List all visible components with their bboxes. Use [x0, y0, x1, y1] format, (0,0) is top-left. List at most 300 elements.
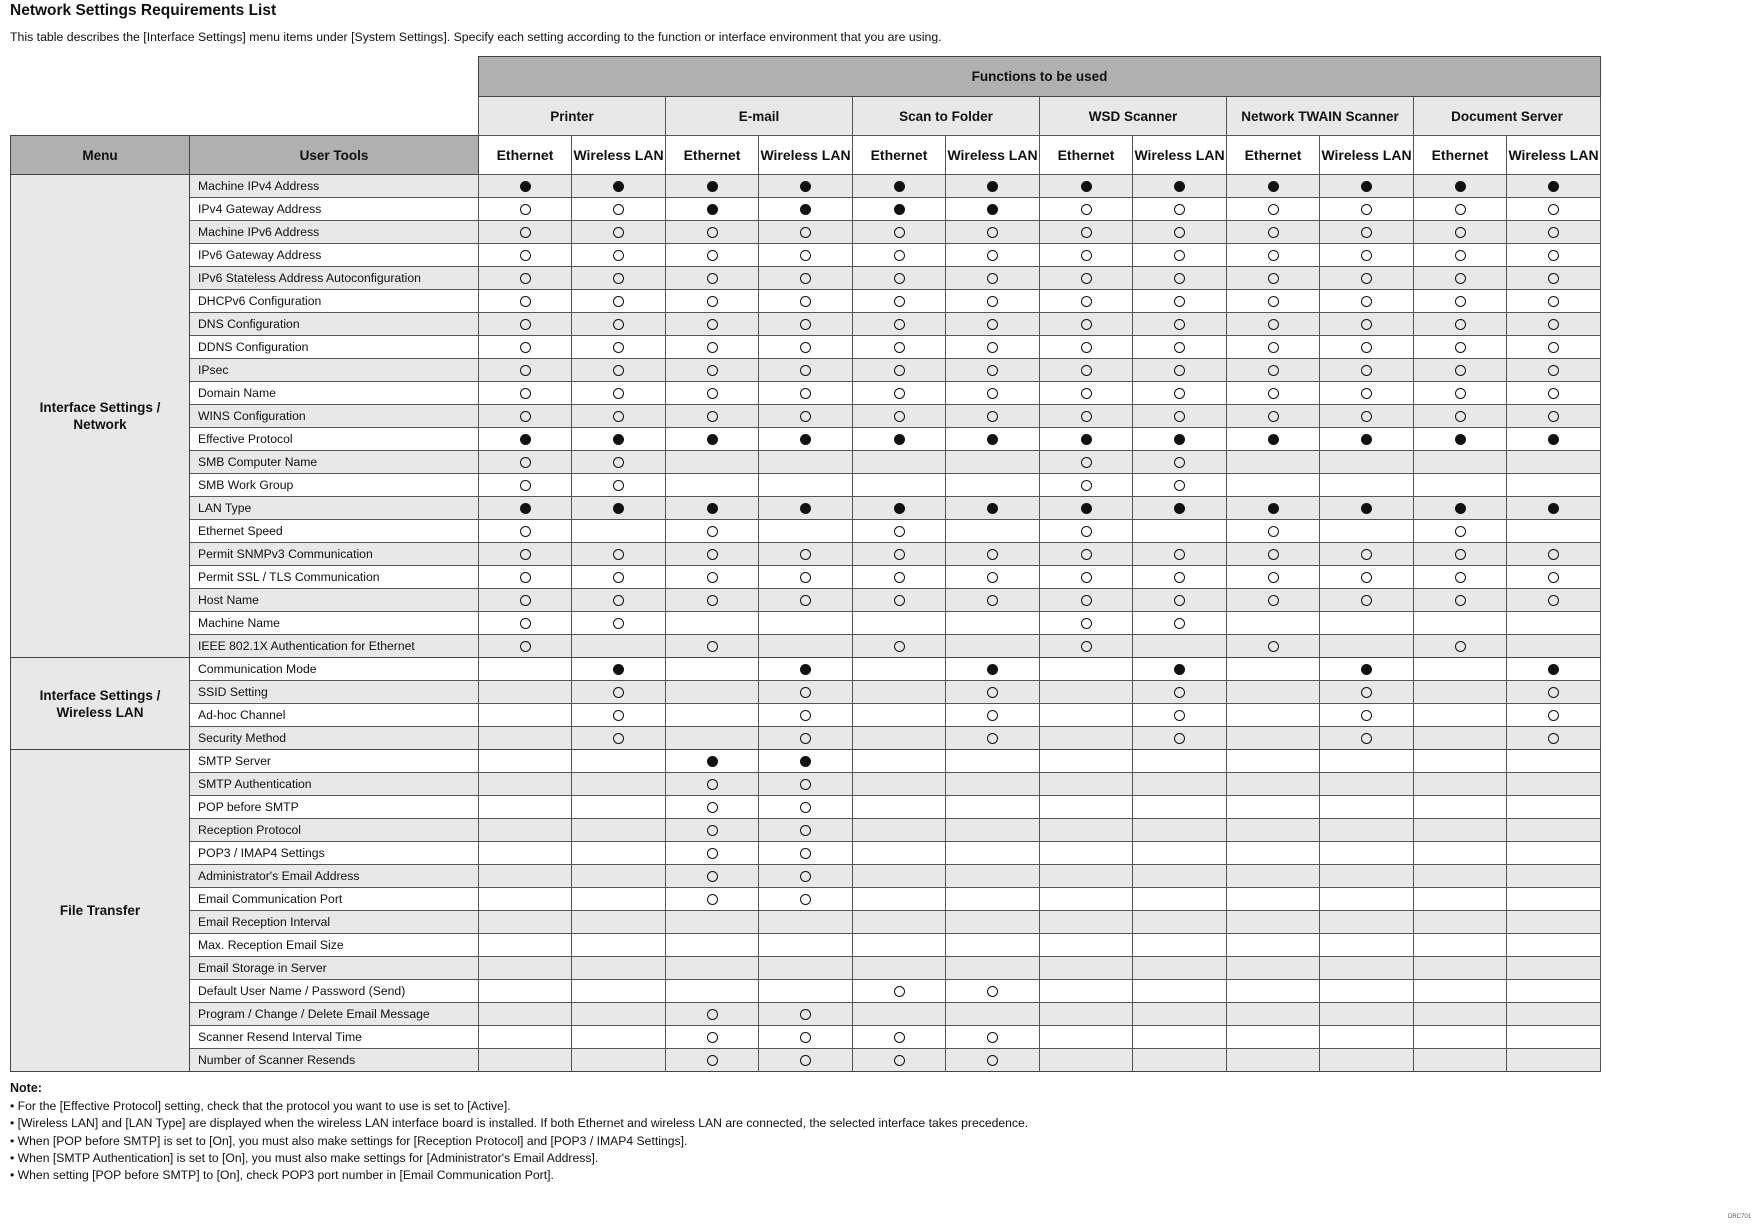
- as-required-cell: [1040, 612, 1133, 635]
- empty-cell: [759, 520, 853, 543]
- as-required-cell: [946, 405, 1040, 428]
- open-circle-icon: [1361, 227, 1372, 238]
- as-required-cell: [853, 1049, 946, 1072]
- user-tool-item: Effective Protocol: [190, 428, 479, 451]
- open-circle-icon: [894, 227, 905, 238]
- interface-header: Wireless LAN: [946, 136, 1040, 175]
- open-circle-icon: [800, 273, 811, 284]
- open-circle-icon: [1268, 388, 1279, 399]
- table-body: [11, 175, 1601, 1072]
- empty-cell: [1507, 980, 1601, 1003]
- open-circle-icon: [613, 687, 624, 698]
- as-required-cell: [1133, 405, 1227, 428]
- open-circle-icon: [800, 1009, 811, 1020]
- table-row: [11, 336, 1601, 359]
- empty-cell: [1040, 1026, 1133, 1049]
- filled-circle-icon: [1548, 434, 1559, 445]
- empty-cell: [479, 727, 572, 750]
- empty-cell: [1320, 451, 1414, 474]
- empty-cell: [572, 1003, 666, 1026]
- necessary-cell: [759, 658, 853, 681]
- user-tools-header: User Tools: [190, 136, 479, 175]
- as-required-cell: [666, 382, 759, 405]
- filled-circle-icon: [800, 756, 811, 767]
- as-required-cell: [1320, 267, 1414, 290]
- user-tool-item: SSID Setting: [190, 681, 479, 704]
- empty-cell: [1133, 911, 1227, 934]
- open-circle-icon: [800, 411, 811, 422]
- empty-cell: [572, 1049, 666, 1072]
- page-title: Network Settings Requirements List: [10, 2, 277, 19]
- as-required-cell: [759, 796, 853, 819]
- as-required-cell: [479, 244, 572, 267]
- as-required-cell: [666, 1026, 759, 1049]
- table-row: [11, 750, 1601, 773]
- as-required-cell: [759, 313, 853, 336]
- empty-cell: [946, 842, 1040, 865]
- necessary-cell: [1320, 175, 1414, 198]
- as-required-cell: [946, 980, 1040, 1003]
- open-circle-icon: [613, 710, 624, 721]
- necessary-cell: [1320, 497, 1414, 520]
- open-circle-icon: [1268, 365, 1279, 376]
- empty-cell: [1507, 750, 1601, 773]
- as-required-cell: [759, 1026, 853, 1049]
- as-required-cell: [946, 543, 1040, 566]
- as-required-cell: [759, 1003, 853, 1026]
- as-required-cell: [1507, 359, 1601, 382]
- open-circle-icon: [894, 388, 905, 399]
- as-required-cell: [666, 336, 759, 359]
- empty-cell: [1507, 888, 1601, 911]
- table-row: [11, 865, 1601, 888]
- interface-header: Ethernet: [666, 136, 759, 175]
- user-tool-item: SMTP Server: [190, 750, 479, 773]
- open-circle-icon: [707, 273, 718, 284]
- open-circle-icon: [1081, 641, 1092, 652]
- as-required-cell: [759, 681, 853, 704]
- open-circle-icon: [1081, 342, 1092, 353]
- open-circle-icon: [1548, 595, 1559, 606]
- as-required-cell: [1040, 336, 1133, 359]
- open-circle-icon: [520, 227, 531, 238]
- open-circle-icon: [1081, 204, 1092, 215]
- filled-circle-icon: [800, 434, 811, 445]
- as-required-cell: [1040, 244, 1133, 267]
- as-required-cell: [946, 1049, 1040, 1072]
- table-row: [11, 888, 1601, 911]
- open-circle-icon: [1081, 618, 1092, 629]
- menu-group-cell: [11, 750, 190, 1072]
- menu-group-label: File Transfer: [59, 903, 141, 918]
- necessary-cell: [666, 750, 759, 773]
- open-circle-icon: [520, 365, 531, 376]
- table-row: [11, 428, 1601, 451]
- open-circle-icon: [613, 388, 624, 399]
- open-circle-icon: [1268, 273, 1279, 284]
- as-required-cell: [853, 336, 946, 359]
- user-tool-item: IEEE 802.1X Authentication for Ethernet: [190, 635, 479, 658]
- as-required-cell: [479, 359, 572, 382]
- interface-header: Ethernet: [853, 136, 946, 175]
- filled-circle-icon: [1361, 434, 1372, 445]
- necessary-cell: [946, 175, 1040, 198]
- note-item: • [Wireless LAN] and [LAN Type] are displayed when the wireless LAN interface board is installed. If both Ethernet and wireless LAN are connected, the selected interface takes precedence.: [10, 1116, 1029, 1131]
- menu-group-label: Interface Settings / Network: [39, 400, 161, 432]
- filled-circle-icon: [707, 503, 718, 514]
- open-circle-icon: [613, 457, 624, 468]
- as-required-cell: [853, 244, 946, 267]
- as-required-cell: [853, 313, 946, 336]
- as-required-cell: [1414, 635, 1507, 658]
- open-circle-icon: [1361, 204, 1372, 215]
- interface-header: Ethernet: [1414, 136, 1507, 175]
- filled-circle-icon: [613, 181, 624, 192]
- empty-cell: [1133, 1049, 1227, 1072]
- as-required-cell: [666, 244, 759, 267]
- as-required-cell: [1133, 313, 1227, 336]
- empty-cell: [572, 773, 666, 796]
- open-circle-icon: [800, 1055, 811, 1066]
- filled-circle-icon: [613, 434, 624, 445]
- as-required-cell: [1507, 244, 1601, 267]
- empty-cell: [853, 865, 946, 888]
- empty-cell: [666, 474, 759, 497]
- open-circle-icon: [1081, 250, 1092, 261]
- as-required-cell: [572, 336, 666, 359]
- filled-circle-icon: [800, 503, 811, 514]
- empty-cell: [1414, 704, 1507, 727]
- as-required-cell: [666, 267, 759, 290]
- open-circle-icon: [707, 1032, 718, 1043]
- open-circle-icon: [800, 388, 811, 399]
- as-required-cell: [1133, 589, 1227, 612]
- open-circle-icon: [894, 549, 905, 560]
- as-required-cell: [1320, 704, 1414, 727]
- legend-area: [11, 57, 479, 136]
- empty-cell: [1320, 1003, 1414, 1026]
- filled-circle-icon: [520, 181, 531, 192]
- open-circle-icon: [1081, 457, 1092, 468]
- open-circle-icon: [894, 273, 905, 284]
- as-required-cell: [572, 543, 666, 566]
- as-required-cell: [1040, 405, 1133, 428]
- open-circle-icon: [800, 572, 811, 583]
- open-circle-icon: [1268, 595, 1279, 606]
- empty-cell: [1414, 1026, 1507, 1049]
- necessary-cell: [479, 428, 572, 451]
- table-row: [11, 566, 1601, 589]
- as-required-cell: [1227, 589, 1320, 612]
- empty-cell: [1227, 911, 1320, 934]
- table-row: [11, 405, 1601, 428]
- necessary-cell: [1133, 428, 1227, 451]
- empty-cell: [479, 934, 572, 957]
- empty-cell: [853, 1003, 946, 1026]
- empty-cell: [1133, 773, 1227, 796]
- open-circle-icon: [894, 1055, 905, 1066]
- table-row: [11, 842, 1601, 865]
- open-circle-icon: [1268, 572, 1279, 583]
- open-circle-icon: [520, 273, 531, 284]
- open-circle-icon: [1174, 250, 1185, 261]
- empty-cell: [479, 773, 572, 796]
- empty-cell: [1414, 451, 1507, 474]
- interface-header: Ethernet: [479, 136, 572, 175]
- necessary-cell: [759, 497, 853, 520]
- empty-cell: [946, 773, 1040, 796]
- necessary-cell: [666, 198, 759, 221]
- empty-cell: [666, 911, 759, 934]
- empty-cell: [479, 796, 572, 819]
- filled-circle-icon: [1174, 503, 1185, 514]
- as-required-cell: [1320, 244, 1414, 267]
- open-circle-icon: [1455, 526, 1466, 537]
- as-required-cell: [479, 589, 572, 612]
- open-circle-icon: [800, 1032, 811, 1043]
- open-circle-icon: [987, 388, 998, 399]
- user-tool-item: DHCPv6 Configuration: [190, 290, 479, 313]
- open-circle-icon: [1268, 526, 1279, 537]
- open-circle-icon: [800, 848, 811, 859]
- filled-circle-icon: [800, 664, 811, 675]
- empty-cell: [1320, 819, 1414, 842]
- open-circle-icon: [520, 572, 531, 583]
- empty-cell: [479, 911, 572, 934]
- open-circle-icon: [1455, 342, 1466, 353]
- empty-cell: [1227, 957, 1320, 980]
- as-required-cell: [479, 382, 572, 405]
- open-circle-icon: [894, 986, 905, 997]
- open-circle-icon: [1174, 296, 1185, 307]
- as-required-cell: [479, 405, 572, 428]
- user-tool-item: LAN Type: [190, 497, 479, 520]
- open-circle-icon: [1548, 411, 1559, 422]
- empty-cell: [479, 957, 572, 980]
- as-required-cell: [1133, 382, 1227, 405]
- as-required-cell: [666, 819, 759, 842]
- empty-cell: [1133, 980, 1227, 1003]
- empty-cell: [1320, 635, 1414, 658]
- open-circle-icon: [1081, 549, 1092, 560]
- as-required-cell: [666, 773, 759, 796]
- filled-circle-icon: [894, 181, 905, 192]
- as-required-cell: [1414, 520, 1507, 543]
- as-required-cell: [1414, 244, 1507, 267]
- empty-cell: [946, 520, 1040, 543]
- empty-cell: [666, 980, 759, 1003]
- open-circle-icon: [800, 894, 811, 905]
- empty-cell: [1320, 957, 1414, 980]
- as-required-cell: [666, 405, 759, 428]
- open-circle-icon: [800, 296, 811, 307]
- open-circle-icon: [1548, 710, 1559, 721]
- open-circle-icon: [800, 365, 811, 376]
- open-circle-icon: [1455, 595, 1466, 606]
- as-required-cell: [479, 290, 572, 313]
- open-circle-icon: [520, 296, 531, 307]
- user-tool-item: SMB Computer Name: [190, 451, 479, 474]
- filled-circle-icon: [1174, 664, 1185, 675]
- as-required-cell: [759, 290, 853, 313]
- open-circle-icon: [707, 526, 718, 537]
- necessary-cell: [853, 497, 946, 520]
- necessary-cell: [1040, 428, 1133, 451]
- necessary-cell: [759, 198, 853, 221]
- open-circle-icon: [1174, 319, 1185, 330]
- empty-cell: [853, 612, 946, 635]
- interface-header-row: [11, 136, 1601, 175]
- empty-cell: [946, 451, 1040, 474]
- empty-cell: [759, 911, 853, 934]
- as-required-cell: [572, 221, 666, 244]
- open-circle-icon: [520, 411, 531, 422]
- as-required-cell: [1320, 566, 1414, 589]
- necessary-cell: [666, 175, 759, 198]
- as-required-cell: [1133, 451, 1227, 474]
- necessary-cell: [572, 497, 666, 520]
- empty-cell: [572, 934, 666, 957]
- user-tool-item: DDNS Configuration: [190, 336, 479, 359]
- empty-cell: [1040, 1049, 1133, 1072]
- as-required-cell: [666, 635, 759, 658]
- open-circle-icon: [1174, 388, 1185, 399]
- user-tool-item: WINS Configuration: [190, 405, 479, 428]
- empty-cell: [853, 704, 946, 727]
- filled-circle-icon: [987, 503, 998, 514]
- filled-circle-icon: [1081, 181, 1092, 192]
- as-required-cell: [1507, 405, 1601, 428]
- open-circle-icon: [1455, 549, 1466, 560]
- empty-cell: [1414, 750, 1507, 773]
- empty-cell: [1414, 1003, 1507, 1026]
- as-required-cell: [1414, 589, 1507, 612]
- as-required-cell: [572, 382, 666, 405]
- empty-cell: [1507, 451, 1601, 474]
- empty-cell: [1507, 865, 1601, 888]
- empty-cell: [1507, 474, 1601, 497]
- open-circle-icon: [1174, 204, 1185, 215]
- necessary-cell: [759, 175, 853, 198]
- open-circle-icon: [1455, 273, 1466, 284]
- empty-cell: [666, 658, 759, 681]
- necessary-cell: [479, 175, 572, 198]
- open-circle-icon: [707, 342, 718, 353]
- necessary-cell: [1133, 175, 1227, 198]
- as-required-cell: [1227, 405, 1320, 428]
- empty-cell: [1320, 612, 1414, 635]
- filled-circle-icon: [1081, 503, 1092, 514]
- empty-cell: [853, 750, 946, 773]
- open-circle-icon: [1081, 296, 1092, 307]
- as-required-cell: [666, 865, 759, 888]
- empty-cell: [572, 750, 666, 773]
- open-circle-icon: [800, 319, 811, 330]
- empty-cell: [1414, 612, 1507, 635]
- as-required-cell: [666, 796, 759, 819]
- as-required-cell: [1320, 313, 1414, 336]
- necessary-cell: [759, 750, 853, 773]
- necessary-cell: [759, 428, 853, 451]
- empty-cell: [1414, 474, 1507, 497]
- open-circle-icon: [520, 388, 531, 399]
- as-required-cell: [666, 313, 759, 336]
- open-circle-icon: [1268, 411, 1279, 422]
- as-required-cell: [666, 520, 759, 543]
- as-required-cell: [759, 382, 853, 405]
- user-tool-item: IPv4 Gateway Address: [190, 198, 479, 221]
- open-circle-icon: [707, 572, 718, 583]
- empty-cell: [946, 474, 1040, 497]
- empty-cell: [1414, 819, 1507, 842]
- as-required-cell: [572, 681, 666, 704]
- empty-cell: [1040, 773, 1133, 796]
- open-circle-icon: [894, 296, 905, 307]
- as-required-cell: [946, 1026, 1040, 1049]
- empty-cell: [1227, 1026, 1320, 1049]
- open-circle-icon: [1361, 687, 1372, 698]
- necessary-cell: [1227, 428, 1320, 451]
- open-circle-icon: [707, 227, 718, 238]
- intro-text: This table describes the [Interface Settings] menu items under [System Settings]. Specify each setting according to the function or interface environment that you are using.: [10, 30, 942, 44]
- open-circle-icon: [707, 365, 718, 376]
- open-circle-icon: [987, 687, 998, 698]
- as-required-cell: [946, 290, 1040, 313]
- open-circle-icon: [894, 342, 905, 353]
- as-required-cell: [1507, 382, 1601, 405]
- open-circle-icon: [894, 319, 905, 330]
- necessary-cell: [946, 658, 1040, 681]
- as-required-cell: [853, 543, 946, 566]
- empty-cell: [1320, 888, 1414, 911]
- empty-cell: [1227, 681, 1320, 704]
- as-required-cell: [759, 359, 853, 382]
- as-required-cell: [1507, 313, 1601, 336]
- open-circle-icon: [1361, 250, 1372, 261]
- note-title: Note:: [10, 1081, 42, 1095]
- user-tool-item: DNS Configuration: [190, 313, 479, 336]
- necessary-cell: [1414, 497, 1507, 520]
- empty-cell: [1414, 1049, 1507, 1072]
- necessary-cell: [946, 497, 1040, 520]
- empty-cell: [759, 980, 853, 1003]
- menu-header: Menu: [11, 136, 190, 175]
- empty-cell: [666, 451, 759, 474]
- open-circle-icon: [707, 848, 718, 859]
- empty-cell: [1507, 819, 1601, 842]
- as-required-cell: [479, 313, 572, 336]
- as-required-cell: [1227, 221, 1320, 244]
- user-tool-item: IPsec: [190, 359, 479, 382]
- as-required-cell: [1133, 198, 1227, 221]
- as-required-cell: [572, 198, 666, 221]
- open-circle-icon: [1081, 526, 1092, 537]
- as-required-cell: [1414, 267, 1507, 290]
- open-circle-icon: [1455, 204, 1466, 215]
- open-circle-icon: [987, 365, 998, 376]
- empty-cell: [853, 681, 946, 704]
- user-tool-item: IPv6 Stateless Address Autoconfiguration: [190, 267, 479, 290]
- as-required-cell: [759, 727, 853, 750]
- open-circle-icon: [987, 710, 998, 721]
- filled-circle-icon: [613, 503, 624, 514]
- as-required-cell: [1507, 543, 1601, 566]
- open-circle-icon: [1548, 388, 1559, 399]
- filled-circle-icon: [1548, 181, 1559, 192]
- empty-cell: [572, 842, 666, 865]
- empty-cell: [1227, 980, 1320, 1003]
- empty-cell: [1507, 911, 1601, 934]
